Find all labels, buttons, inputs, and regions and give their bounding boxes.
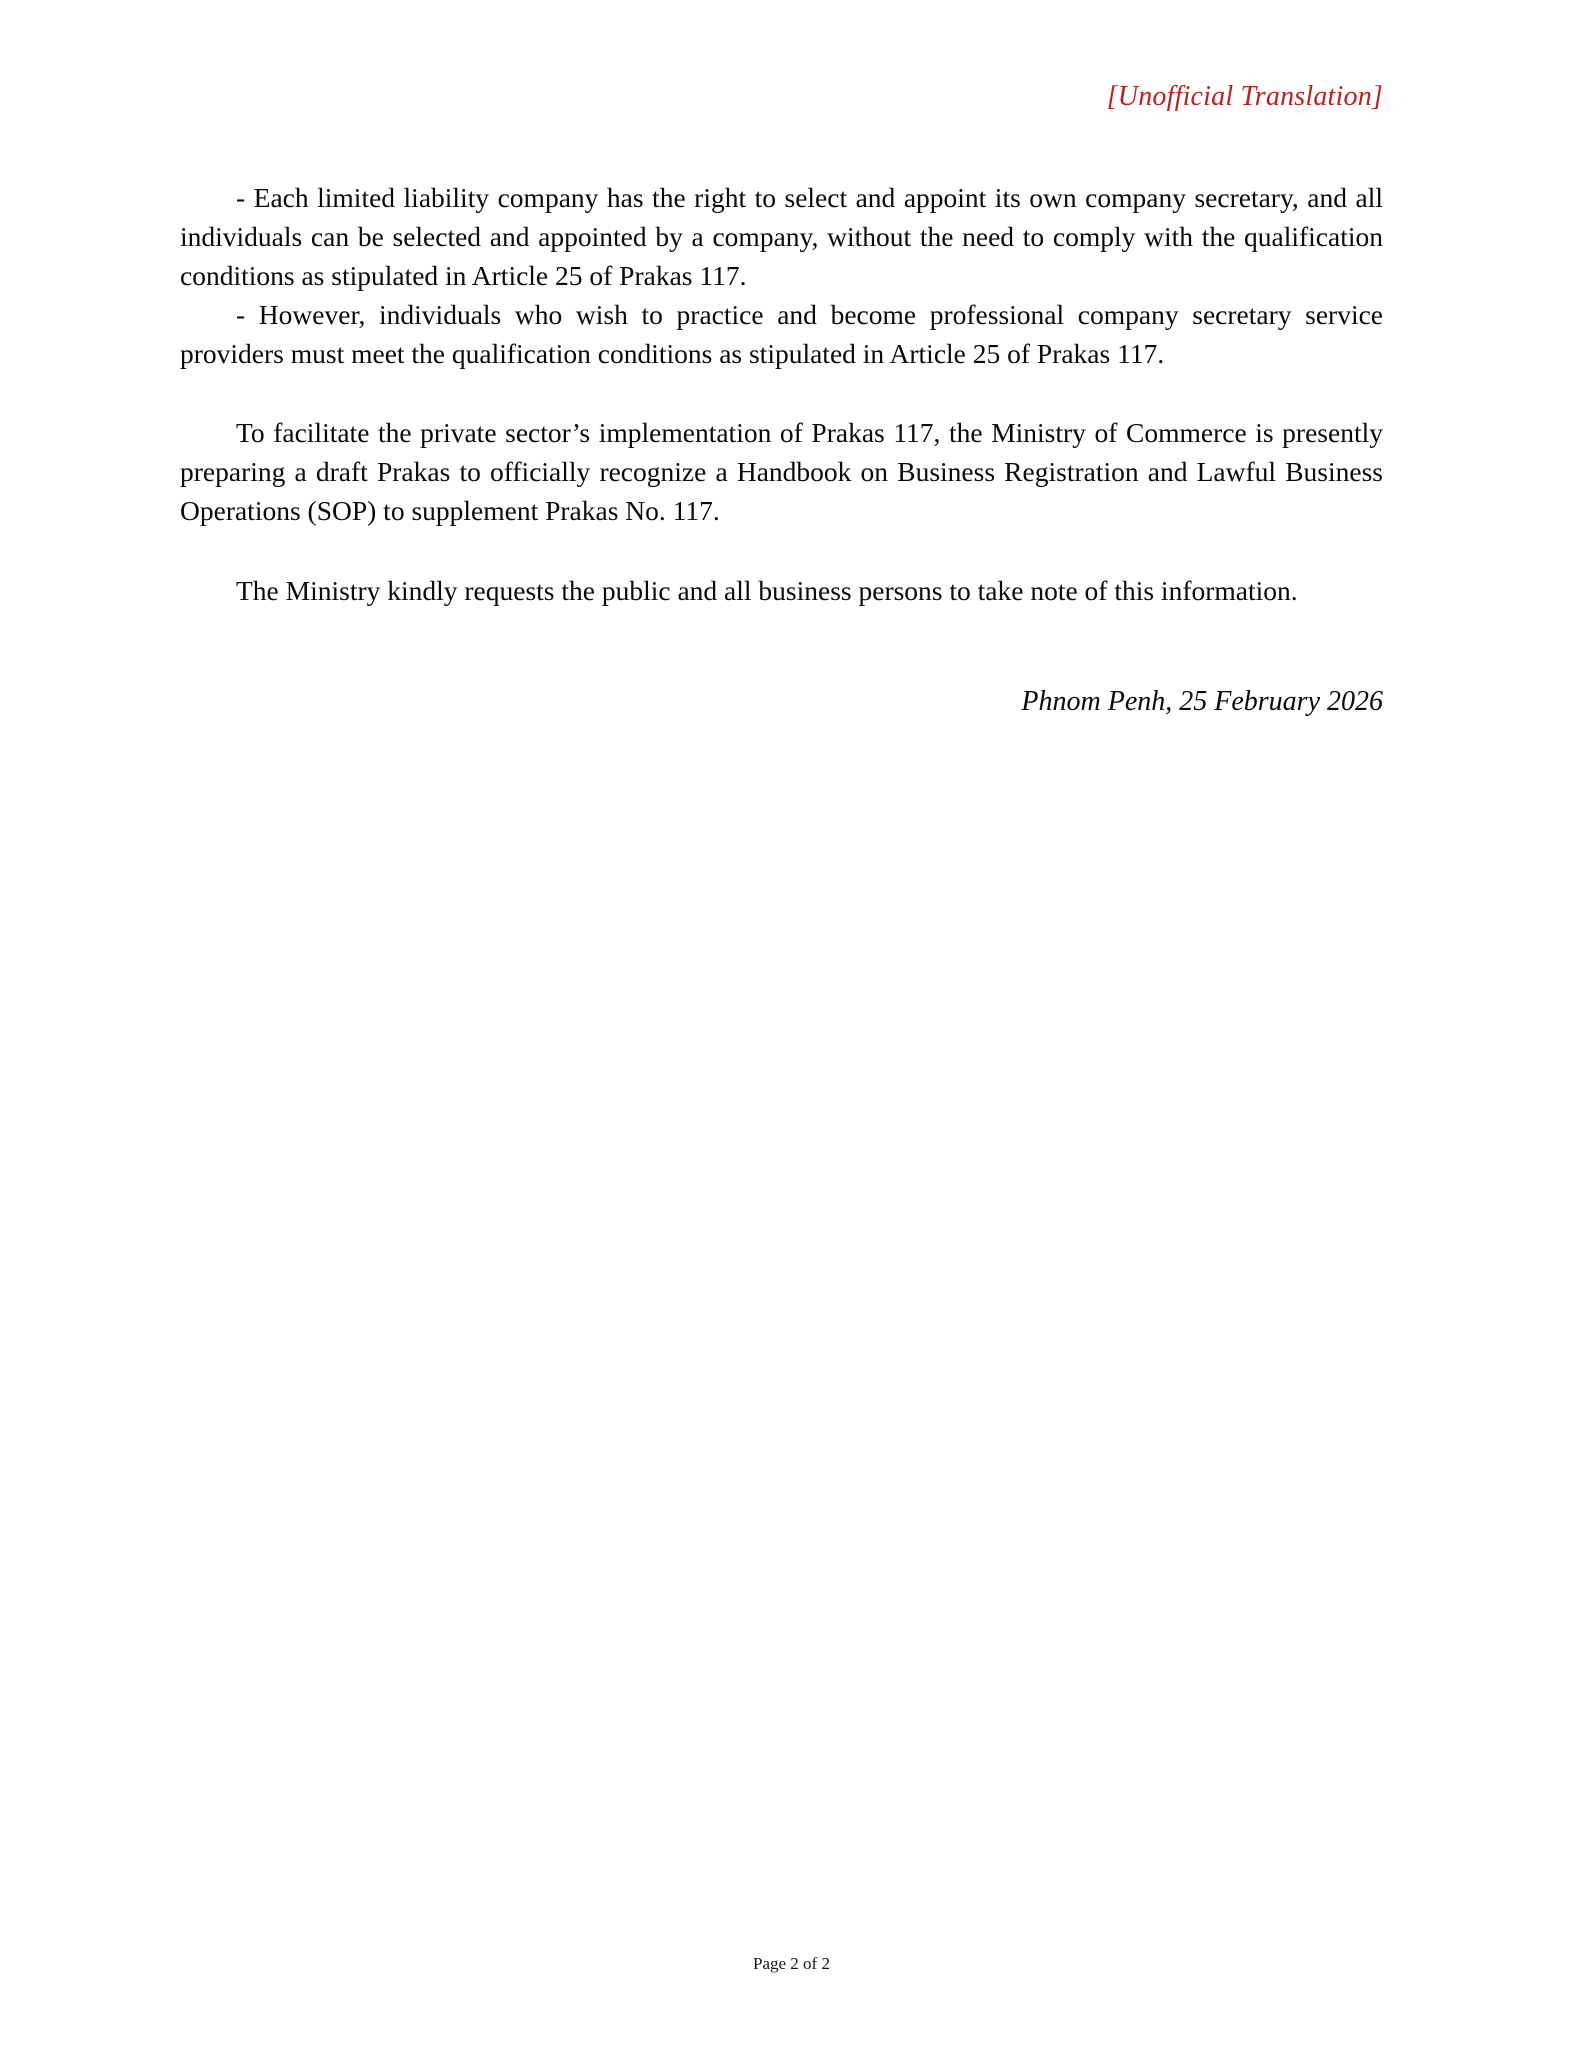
document-body xyxy=(180,178,1383,610)
paragraph-bullet-company-secretary-selection: - Each limited liability company has the right to select and appoint its own company secretary, and all individuals can be selected and appointed by a company, without the need to comply with the qualification conditions as stipulated in Article 25 of Prakas 117. xyxy=(180,182,1383,291)
signature-block xyxy=(180,684,1383,719)
page-header xyxy=(180,80,1383,114)
paragraph-bullet-professional-service-providers: - However, individuals who wish to practice and become professional company secretary service providers must meet the qualification conditions as stipulated in Article 25 of Prakas 117. xyxy=(180,299,1383,369)
page-footer xyxy=(0,1954,1583,1974)
paragraph-public-notice: The Ministry kindly requests the public and all business persons to take note of this information. xyxy=(236,575,1298,606)
unofficial-translation-note: [Unofficial Translation] xyxy=(1106,81,1383,112)
place-and-date: Phnom Penh, 25 February 2026 xyxy=(1021,686,1383,717)
paragraph-handbook-sop: To facilitate the private sector’s implementation of Prakas 117, the Ministry of Commerce is presently preparing a draft Prakas to officially recognize a Handbook on Business Registration and Lawful Business Operations (SOP) to supplement Prakas No. 117. xyxy=(180,417,1383,526)
page-number: Page 2 of 2 xyxy=(753,1953,830,1973)
